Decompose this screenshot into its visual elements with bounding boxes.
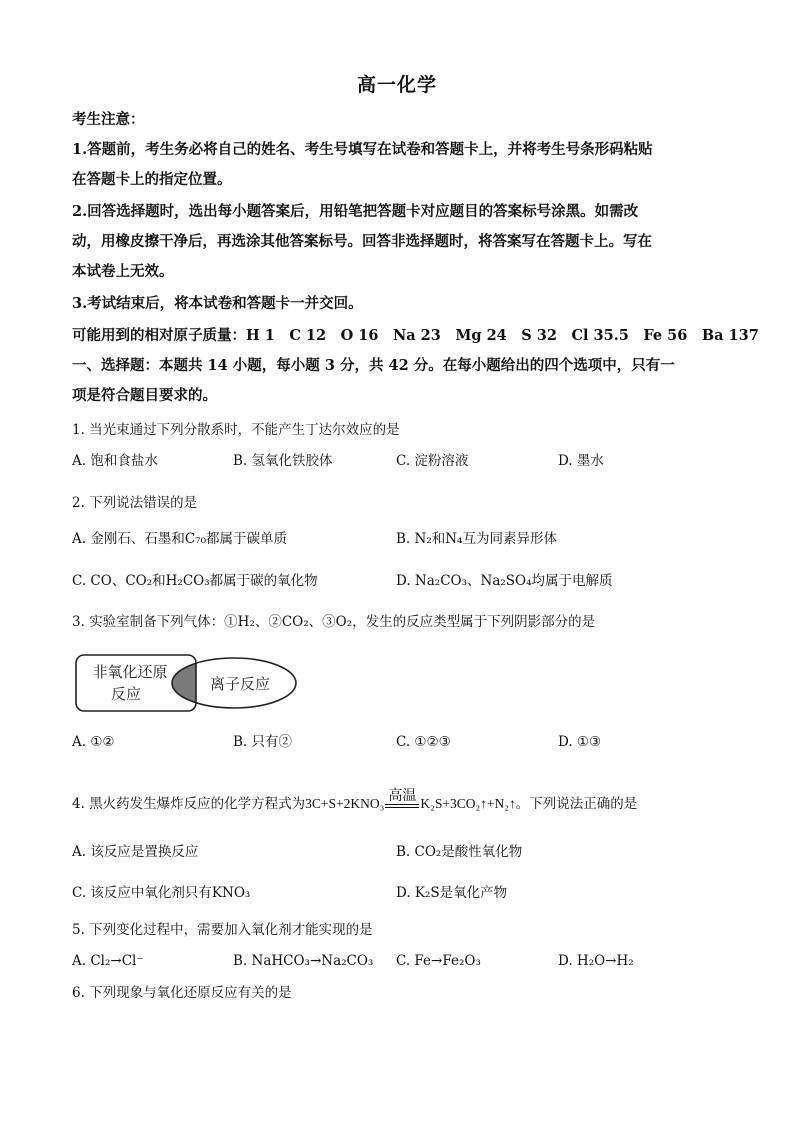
question-1-stem: 1. 当光束通过下列分散系时，不能产生丁达尔效应的是: [72, 422, 400, 438]
venn-left-label: 非氧化还原: [92, 663, 168, 681]
q2-option-b[interactable]: B. N₂和N₄互为同素异形体: [396, 531, 557, 547]
venn-diagram: [74, 653, 304, 715]
question-6-stem: 6. 下列现象与氧化还原反应有关的是: [72, 985, 292, 1001]
q3-option-a[interactable]: A. ①②: [72, 734, 115, 750]
question-2-stem: 2. 下列说法错误的是: [72, 495, 198, 511]
question-3-stem: 3. 实验室制备下列气体：①H₂、②CO₂、③O₂，发生的反应类型属于下列阴影部分的是: [72, 614, 596, 630]
q1-option-b[interactable]: B. 氢氧化铁胶体: [233, 453, 333, 469]
q5-option-d[interactable]: D. H₂O→H₂: [558, 953, 634, 969]
question-4-stem: [72, 788, 637, 814]
equation-condition: 高温: [388, 788, 417, 804]
venn-right-label: 离子反应: [209, 675, 271, 693]
q2-option-d[interactable]: D. Na₂CO₃、Na₂SO₄均属于电解质: [396, 573, 613, 589]
venn-left-label: 反应: [110, 685, 142, 703]
equals-sign: [385, 804, 419, 808]
section-heading: 项是符合题目要求的。: [72, 387, 217, 404]
notice-line: 3.考试结束后，将本试卷和答题卡一并交回。: [72, 295, 363, 312]
q4-option-a[interactable]: A. 该反应是置换反应: [72, 844, 199, 860]
q2-option-a[interactable]: A. 金刚石、石墨和C₇₀都属于碳单质: [72, 531, 287, 547]
section-heading: 一、选择题：本题共 14 小题，每小题 3 分，共 42 分。在每小题给出的四个选项中，只有一: [72, 357, 675, 374]
q3-option-d[interactable]: D. ①③: [558, 734, 602, 750]
q1-option-c[interactable]: C. 淀粉溶液: [396, 453, 469, 469]
q5-option-b[interactable]: B. NaHCO₃→Na₂CO₃: [233, 953, 374, 969]
q4-option-d[interactable]: D. K₂S是氧化产物: [396, 885, 508, 901]
notice-line: 在答题卡上的指定位置。: [72, 171, 232, 188]
q5-option-c[interactable]: C. Fe→Fe₂O₃: [396, 953, 481, 969]
q4-stem-pre: 4. 黑火药发生爆炸反应的化学方程式为: [72, 796, 306, 812]
equation-reactants: 3C+S+2KNO₃: [305, 796, 385, 811]
q1-option-d[interactable]: D. 墨水: [558, 453, 604, 469]
notice-line: 本试卷上无效。: [72, 263, 174, 280]
q2-option-c[interactable]: C. CO、CO₂和H₂CO₃都属于碳的氧化物: [72, 573, 318, 589]
q3-option-b[interactable]: B. 只有②: [233, 734, 293, 750]
equation-products: K₂S+3CO₂↑+N₂↑: [420, 796, 516, 811]
q4-option-c[interactable]: C. 该反应中氧化剂只有KNO₃: [72, 885, 251, 901]
page-title: 高一化学: [356, 74, 437, 96]
q4-stem-post: 。下列说法正确的是: [515, 796, 638, 812]
notice-heading: 考生注意：: [72, 111, 145, 128]
notice-line: 1.答题前，考生务必将自己的姓名、考生号填写在试卷和答题卡上，并将考生号条形码粘贴: [72, 141, 653, 158]
q4-option-b[interactable]: B. CO₂是酸性氧化物: [396, 844, 523, 860]
q5-option-a[interactable]: A. Cl₂→Cl⁻: [72, 953, 144, 969]
atomic-masses: 可能用到的相对原子质量：H 1 C 12 O 16 Na 23 Mg 24 S 32 Cl 35.5 Fe 56 Ba 137: [72, 327, 759, 344]
notice-line: 动，用橡皮擦干净后，再选涂其他答案标号。回答非选择题时，将答案写在答题卡上。写在: [72, 233, 652, 250]
equation-arrow: [385, 788, 419, 814]
question-5-stem: 5. 下列变化过程中，需要加入氧化剂才能实现的是: [72, 922, 373, 938]
q3-option-c[interactable]: C. ①②③: [396, 734, 451, 750]
notice-line: 2.回答选择题时，选出每小题答案后，用铅笔把答题卡对应题目的答案标号涂黑。如需改: [72, 203, 639, 220]
q1-option-a[interactable]: A. 饱和食盐水: [72, 453, 158, 469]
